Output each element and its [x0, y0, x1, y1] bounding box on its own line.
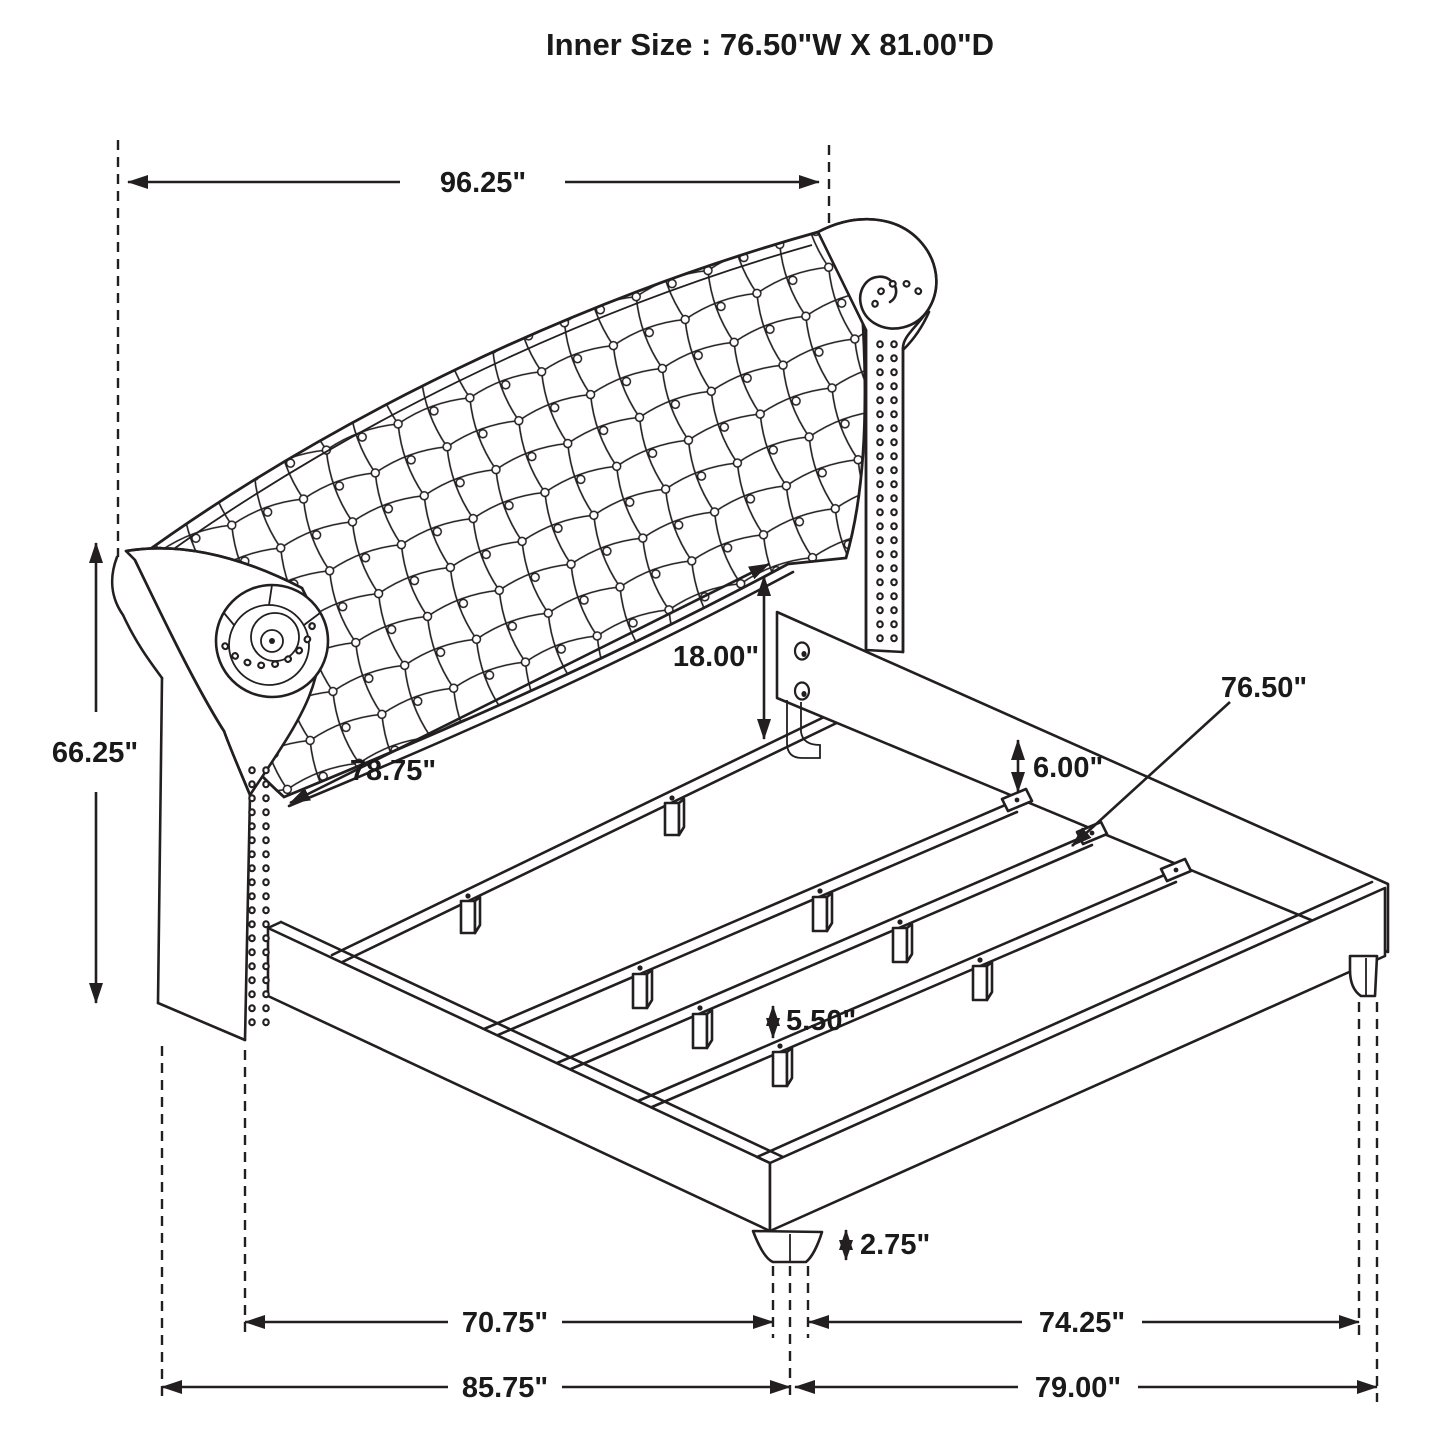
dim-outer-width-label: 85.75": [461, 1372, 549, 1404]
dim-foot-height: [846, 1229, 930, 1261]
left-rail-face: [268, 928, 770, 1231]
dim-inner-length-label: 74.25": [1038, 1307, 1126, 1339]
dim-overall-width: [128, 167, 819, 199]
head-rail-leg: [461, 897, 480, 933]
bolt-hole-center: [801, 651, 806, 657]
dim-outer-length: [795, 1372, 1377, 1404]
front-foot: [753, 1231, 822, 1262]
dim-inner-width-label: 70.75": [461, 1307, 549, 1339]
dim-headboard-width-label: 78.75": [349, 755, 437, 787]
dim-slat-length-label: 76.50": [1220, 672, 1308, 704]
diagram-title: Inner Size : 76.50"W X 81.00"D: [545, 27, 995, 62]
dim-rail-height-label: 6.00": [1033, 752, 1104, 784]
dim-panel-height-label: 18.00": [672, 641, 760, 673]
dim-slat-leg-height: [773, 1005, 856, 1038]
slat: [557, 833, 1092, 1075]
dim-outer-length-label: 79.00": [1034, 1372, 1122, 1404]
dim-overall-width-label: 96.25": [439, 167, 527, 199]
dim-inner-length: [809, 1307, 1359, 1339]
bolt-hole: [795, 683, 809, 700]
slat: [484, 800, 1017, 1041]
platform-frame: [268, 882, 1385, 1262]
dim-overall-height-label: 66.25": [51, 737, 139, 769]
foot-rail-face: [770, 888, 1385, 1231]
rear-foot: [1350, 956, 1377, 996]
dim-inner-width: [245, 1307, 773, 1339]
dim-outer-width: [162, 1372, 790, 1404]
dim-foot-height-label: 2.75": [860, 1229, 931, 1261]
bolt-hole: [795, 643, 809, 660]
dim-overall-height: [52, 543, 138, 1003]
head-rail-leg: [665, 799, 684, 835]
bolt-hole-center: [801, 691, 806, 697]
dim-slat-leg-height-label: 5.50": [786, 1005, 857, 1037]
